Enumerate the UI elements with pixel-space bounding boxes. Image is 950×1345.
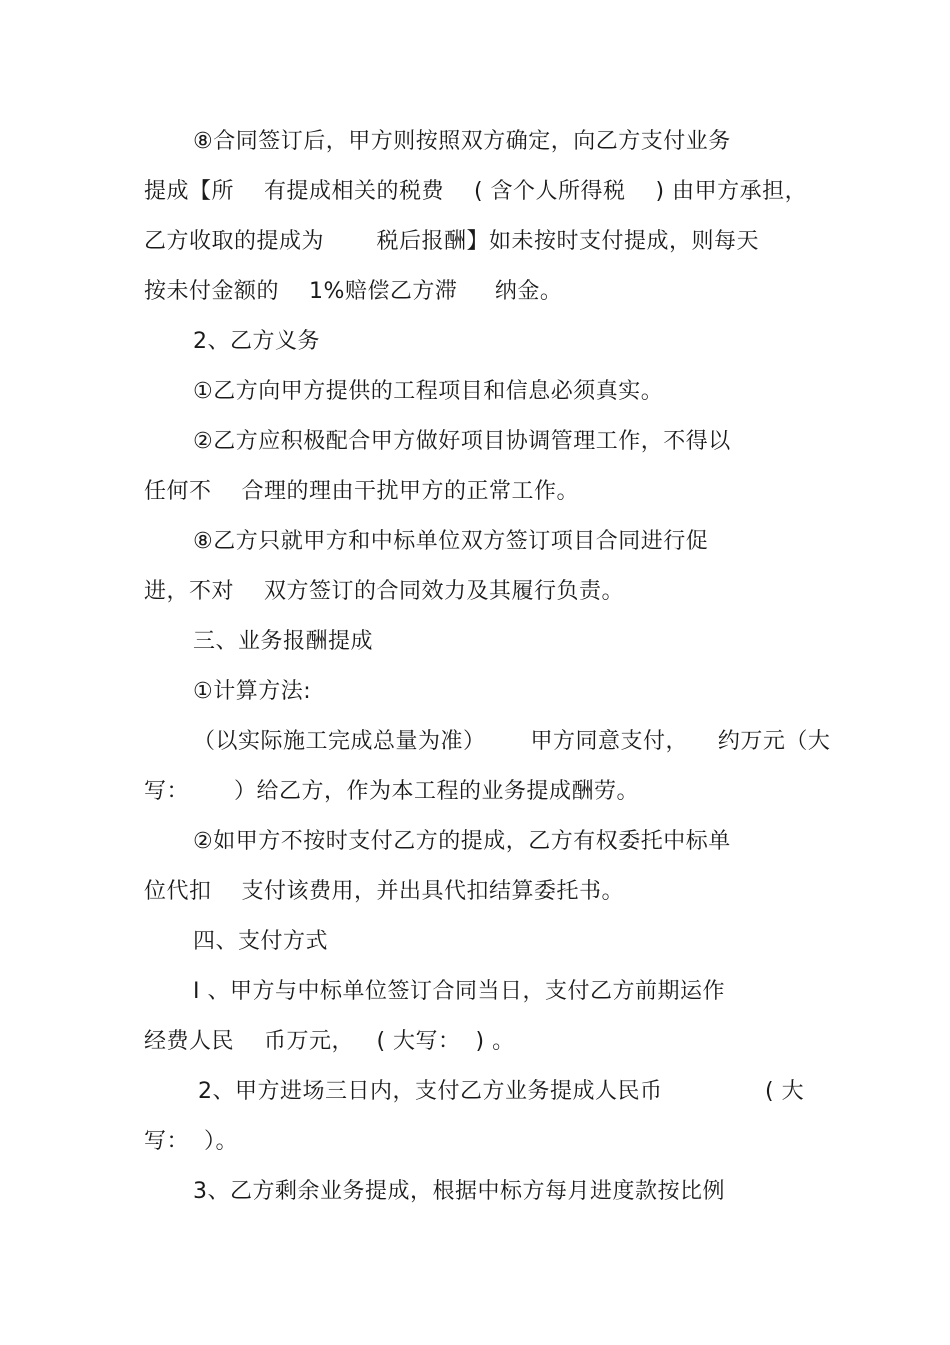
text-line-9: ⑧乙方只就甲方和中标单位双方签订项目合同进行促 bbox=[193, 529, 709, 554]
text-line-21: 写： ）。 bbox=[144, 1129, 238, 1154]
text-line-4: 按未付金额的 1%赔偿乙方滞 纳金。 bbox=[144, 279, 563, 304]
text-line-19: 经费人民 币万元， ( 大写： ) 。 bbox=[144, 1029, 515, 1054]
text-line-2: 提成【所 有提成相关的税费 ( 含个人所得税 ) 由甲方承担， bbox=[144, 179, 808, 204]
text-line-8: 任何不 合理的理由干扰甲方的正常工作。 bbox=[144, 479, 579, 504]
text-line-20: 2、甲方进场三日内，支付乙方业务提成人民币 bbox=[198, 1079, 663, 1104]
text-line-3: 乙方收取的提成为 税后报酬】如未按时支付提成，则每天 bbox=[144, 229, 759, 254]
section-heading-4: 四、支付方式 bbox=[193, 929, 329, 954]
text-line-10: 进，不对 双方签订的合同效力及其履行负责。 bbox=[144, 579, 624, 604]
text-line-7: ②乙方应积极配合甲方做好项目协调管理工作，不得以 bbox=[193, 429, 731, 454]
text-line-13: （以实际施工完成总量为准） 甲方同意支付， 约万元（大 bbox=[193, 729, 831, 754]
section-heading-2: 2、乙方义务 bbox=[193, 329, 320, 354]
text-line-20-tail: ( 大 bbox=[765, 1079, 805, 1104]
text-line-15: ②如甲方不按时支付乙方的提成，乙方有权委托中标单 bbox=[193, 829, 731, 854]
text-line-12: ①计算方法: bbox=[193, 679, 312, 704]
text-line-14: 写： ）给乙方，作为本工程的业务提成酬劳。 bbox=[144, 779, 639, 804]
text-line-1: ⑧合同签订后，甲方则按照双方确定，向乙方支付业务 bbox=[193, 129, 731, 154]
section-heading-3: 三、业务报酬提成 bbox=[193, 629, 374, 654]
text-line-18: I 、甲方与中标单位签订合同当日，支付乙方前期运作 bbox=[193, 979, 725, 1004]
text-line-6: ①乙方向甲方提供的工程项目和信息必须真实。 bbox=[193, 379, 664, 404]
text-line-22: 3、乙方剩余业务提成，根据中标方每月进度款按比例 bbox=[193, 1179, 725, 1204]
text-line-16: 位代扣 支付该费用，并出具代扣结算委托书。 bbox=[144, 879, 624, 904]
